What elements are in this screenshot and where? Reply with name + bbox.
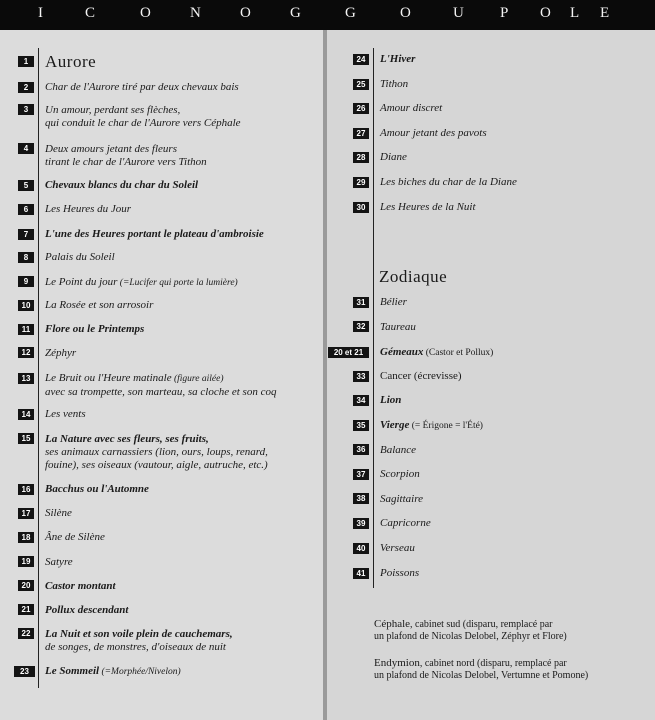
- header-letter: G: [290, 5, 302, 21]
- list-item: Les vents: [45, 408, 86, 420]
- item-number: 10: [18, 300, 34, 311]
- header-letter: O: [240, 5, 252, 21]
- item-number: 30: [353, 202, 369, 213]
- item-number: 32: [353, 321, 369, 332]
- header-letter: O: [140, 5, 152, 21]
- list-item: Balance: [380, 444, 417, 456]
- header-letter: U: [453, 5, 465, 21]
- list-item: Palais du Soleil: [45, 251, 115, 263]
- list-item: Tithon: [380, 78, 409, 90]
- item-number: 26: [353, 103, 369, 114]
- item-number: 4: [18, 143, 34, 154]
- note-endymion: Endymion, cabinet nord (disparu, remplacé par un plafond de Nicolas Delobel, Vertumne et Pomone): [374, 657, 589, 681]
- list-item: L'une des Heures portant le plateau d'ambroisie: [45, 228, 264, 240]
- left-rule: [38, 48, 39, 688]
- section-title-zodiaque: Zodiaque: [379, 267, 448, 286]
- item-number: 41: [353, 568, 369, 579]
- item-number: 11: [18, 324, 34, 335]
- list-item: Lion: [380, 394, 402, 406]
- list-item: Bacchus ou l'Automne: [45, 483, 149, 495]
- item-number: 39: [353, 518, 369, 529]
- item-number: 2: [18, 82, 34, 93]
- item-number: 9: [18, 276, 34, 287]
- list-item: Le Point du jour (=Lucifer qui porte la lumière): [45, 276, 238, 288]
- list-item: Gémeaux (Castor et Pollux): [380, 346, 494, 358]
- item-number: 5: [18, 180, 34, 191]
- page-fold: [323, 30, 327, 720]
- list-item: Taureau: [380, 321, 416, 333]
- header-letter: C: [85, 5, 97, 21]
- item-number: 3: [18, 104, 34, 115]
- list-item: Âne de Silène: [45, 531, 105, 543]
- list-item: L'Hiver: [380, 53, 416, 65]
- item-number: 18: [18, 532, 34, 543]
- item-number: 20 et 21: [328, 347, 369, 358]
- item-number: 34: [353, 395, 369, 406]
- item-number: 24: [353, 54, 369, 65]
- item-number: 15: [18, 433, 34, 444]
- list-item: Sagittaire: [380, 493, 423, 505]
- item-number: 35: [353, 420, 369, 431]
- header-letter: N: [190, 5, 202, 21]
- list-item: Satyre: [45, 556, 73, 568]
- item-number: 12: [18, 347, 34, 358]
- list-item: Silène: [45, 507, 72, 519]
- item-number: 38: [353, 493, 369, 504]
- right-rule: [373, 48, 374, 588]
- list-item: Les biches du char de la Diane: [380, 176, 517, 188]
- item-number: 16: [18, 484, 34, 495]
- item-number: 13: [18, 373, 34, 384]
- list-item: Les Heures de la Nuit: [380, 201, 476, 213]
- list-item: Chevaux blancs du char du Soleil: [45, 179, 199, 191]
- list-item: Vierge (= Érigone = l'Été): [380, 419, 483, 431]
- item-number: 22: [18, 628, 34, 639]
- list-item: La Rosée et son arrosoir: [45, 299, 154, 311]
- right-page: [326, 30, 655, 720]
- item-number: 14: [18, 409, 34, 420]
- list-item: Deux amours jetant des fleurs tirant le char de l'Aurore vers Tithon: [45, 143, 207, 168]
- item-number: 21: [18, 604, 34, 615]
- item-number: 6: [18, 204, 34, 215]
- list-item: Scorpion: [380, 468, 420, 480]
- item-number: 28: [353, 152, 369, 163]
- item-number: 25: [353, 79, 369, 90]
- list-item: Capricorne: [380, 517, 431, 529]
- list-item: Bélier: [380, 296, 407, 308]
- list-item: Le Bruit ou l'Heure matinale (figure ailée) avec sa trompette, son marteau, sa cloche et son coq: [45, 372, 277, 398]
- header-bar: [0, 0, 655, 30]
- list-item: Amour discret: [380, 102, 443, 114]
- list-item: Poissons: [380, 567, 420, 579]
- list-item: Un amour, perdant ses flèches, qui conduit le char de l'Aurore vers Céphale: [45, 104, 241, 129]
- note-cephale: Céphale, cabinet sud (disparu, remplacé par un plafond de Nicolas Delobel, Zéphyr et Flore): [374, 618, 567, 642]
- list-item: Amour jetant des pavots: [380, 127, 487, 139]
- item-number: 1: [18, 56, 34, 67]
- list-item: Pollux descendant: [45, 604, 129, 616]
- header-letter: I: [38, 5, 44, 21]
- list-item: Le Sommeil (=Morphée/Nivelon): [45, 665, 181, 677]
- item-number: 31: [353, 297, 369, 308]
- item-number: 40: [353, 543, 369, 554]
- header-letter: G: [345, 5, 357, 21]
- item-number: 33: [353, 371, 369, 382]
- list-item: Verseau: [380, 542, 415, 554]
- header-letter: O: [400, 5, 412, 21]
- section-title-aurore: Aurore: [45, 52, 97, 71]
- list-item: La Nature avec ses fleurs, ses fruits, ses animaux carnassiers (lion, ours, loups, renard, fouine), ses oiseaux (vautour, aigle, autruche, etc.): [45, 433, 268, 471]
- list-item: Char de l'Aurore tiré par deux chevaux bais: [45, 81, 239, 93]
- list-item: Diane: [380, 151, 407, 163]
- item-number: 29: [353, 177, 369, 188]
- item-number: 17: [18, 508, 34, 519]
- item-number: 20: [18, 580, 34, 591]
- item-number: 7: [18, 229, 34, 240]
- list-item: Cancer (écrevisse): [380, 370, 462, 382]
- item-number: 27: [353, 128, 369, 139]
- list-item: Les Heures du Jour: [45, 203, 132, 215]
- item-number: 8: [18, 252, 34, 263]
- list-item: Zéphyr: [45, 347, 77, 359]
- header-letter: L: [570, 5, 581, 21]
- item-number: 23: [14, 666, 35, 677]
- list-item: Flore ou le Printemps: [45, 323, 145, 335]
- item-number: 19: [18, 556, 34, 567]
- header-letter: O: [540, 5, 552, 21]
- list-item: Castor montant: [45, 580, 116, 592]
- header-letter: E: [600, 5, 611, 21]
- item-number: 36: [353, 444, 369, 455]
- header-letter: P: [500, 5, 510, 21]
- item-number: 37: [353, 469, 369, 480]
- list-item: La Nuit et son voile plein de cauchemars, de songes, de monstres, d'oiseaux de nuit: [45, 628, 233, 653]
